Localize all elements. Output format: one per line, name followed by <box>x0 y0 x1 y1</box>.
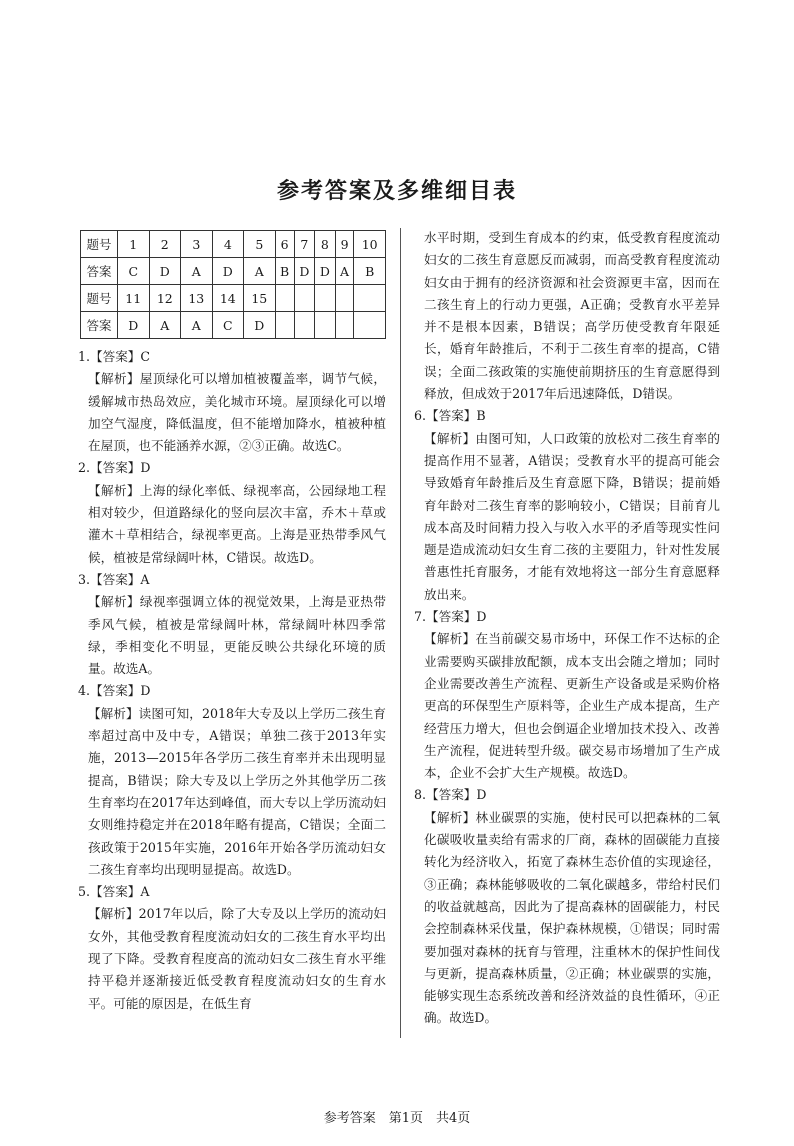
table-row <box>81 258 386 285</box>
left-column <box>78 346 386 1015</box>
table-cell: D <box>149 258 181 285</box>
table-cell: A <box>335 258 354 285</box>
table-header-cell: 答案 <box>81 258 118 285</box>
table-cell: 6 <box>275 231 294 258</box>
explanation-paragraph: 【解析】林业碳票的实施，使村民可以把森林的二氧化碳吸收量卖给有需求的厂商，森林的固碳能力直接转化为经济收入，拓宽了森林生态价值的实现途径，③正确；森林能够吸收的二氧化碳越多，带给村民们的收益就越高，因此为了提高森林的固碳能力，村民会控制森林采伐量，保护森林规模，①错误；同时需要加强对森林的抚育与管理，注重林木的保护性间伐与更新，提高森林质量，②正确；林业碳票的实施，能够实现生态系统改善和经济效益的良性循环，④正确。故选D。 <box>424 809 720 1026</box>
column-divider <box>400 228 401 1038</box>
table-cell <box>354 285 386 312</box>
table-cell: D <box>118 312 150 339</box>
table-cell <box>354 312 386 339</box>
table-cell <box>315 312 336 339</box>
explanation-paragraph: 【解析】上海的绿化率低、绿视率高，公园绿地工程相对较少，但道路绿化的竖向层次丰富，乔木＋草或灌木＋草相结合，绿视率更高。上海是亚热带季风气候，植被是常绿阔叶林，C错误。故选D。 <box>88 482 386 565</box>
answer-heading: 4.【答案】D <box>78 683 151 699</box>
right-column <box>414 227 720 1030</box>
table-cell <box>275 312 294 339</box>
table-cell: D <box>244 312 276 339</box>
explanation-paragraph: 【解析】读图可知，2018年大专及以上学历二孩生育率超过高中及中专，A错误；单独二孩于2013年实施，2013—2015年各学历二孩生育率并未出现明显提高，B错误；除大专及以上学历之外其他学历二孩生育率均在2017年达到峰值，而大专以上学历流动妇女则维持稳定并在2018年略有提高，C错误；全面二孩政策于2015年实施，2016年开始各学历流动妇女二孩生育率均出现明显提高。故选D。 <box>88 705 386 877</box>
table-row <box>81 285 386 312</box>
answer-table <box>80 230 386 339</box>
explanation-paragraph: 【解析】在当前碳交易市场中，环保工作不达标的企业需要购买碳排放配额，成本支出会随之增加；同时企业需要改善生产流程、更新生产设备或是采购价格更高的环保型生产原料等，企业生产成本提高，生产经营压力增大，但也会倒逼企业增加技术投入、改善生产流程，促进转型升级。碳交易市场增加了生产成本，企业不会扩大生产规模。故选D。 <box>424 631 720 781</box>
table-row <box>81 231 386 258</box>
explanation-paragraph: 【解析】绿视率强调立体的视觉效果，上海是亚热带季风气候，植被是常绿阔叶林，常绿阔叶林四季常绿，季相变化不明显，更能反映公共绿化环境的质量。故选A。 <box>88 594 386 677</box>
table-cell: 7 <box>294 231 315 258</box>
table-cell: 3 <box>181 231 213 258</box>
table-cell: A <box>181 258 213 285</box>
table-cell: 1 <box>118 231 150 258</box>
table-cell: 12 <box>149 285 181 312</box>
table-cell: D <box>212 258 244 285</box>
table-row <box>81 312 386 339</box>
table-cell: 4 <box>212 231 244 258</box>
answer-heading: 8.【答案】D <box>414 787 487 803</box>
table-cell: C <box>118 258 150 285</box>
page-footer: 参考答案 第1页 共4页 <box>323 1111 471 1126</box>
table-cell: 8 <box>315 231 336 258</box>
explanation-paragraph: 【解析】由图可知，人口政策的放松对二孩生育率的提高作用不显著，A错误；受教育水平的提高可能会导致婚育年龄推后及生育意愿下降，B错误；提前婚育年龄对二孩生育率的影响较小，C错误；目前育儿成本高及时间精力投入与收入水平的矛盾等现实性问题是造成流动妇女生育二孩的主要阻力，针对性发展普惠性托育服务，才能有效地将这一部分生育意愿释放出来。 <box>424 430 720 602</box>
table-cell: A <box>181 312 213 339</box>
answer-heading: 5.【答案】A <box>78 884 150 900</box>
table-cell: 10 <box>354 231 386 258</box>
table-cell: 15 <box>244 285 276 312</box>
table-cell: 9 <box>335 231 354 258</box>
table-cell: 13 <box>181 285 213 312</box>
explanation-paragraph: 水平时期，受到生育成本的约束，低受教育程度流动妇女的二孩生育意愿反而减弱，而高受教育程度流动妇女由于拥有的经济资源和社会资源更丰富，因而在二孩生育上的行动力更强，A正确；受教育水平差异并不是根本因素，B错误；高学历使受教育年限延长，婚育年龄推后，不利于二孩生育率的提高，C错误；全面二孩政策的实施使前期挤压的生育意愿得到释放，但成效于2017年后迅速降低，D错误。 <box>424 230 720 402</box>
table-cell <box>294 312 315 339</box>
table-cell: C <box>212 312 244 339</box>
answer-heading: 6.【答案】B <box>414 408 486 424</box>
table-header-cell: 答案 <box>81 312 118 339</box>
table-cell: 14 <box>212 285 244 312</box>
page-title: 参考答案及多维细目表 <box>276 179 517 204</box>
table-cell <box>275 285 294 312</box>
table-header-cell: 题号 <box>81 285 118 312</box>
table-cell: 2 <box>149 231 181 258</box>
answer-heading: 3.【答案】A <box>78 571 150 587</box>
table-cell: 5 <box>244 231 276 258</box>
table-cell: D <box>294 258 315 285</box>
explanation-paragraph: 【解析】屋顶绿化可以增加植被覆盖率，调节气候，缓解城市热岛效应，美化城市环境。屋顶绿化可以增加空气湿度，降低温度，但不能增加降水，植被种植在屋顶，也不能涵养水源，②③正确。故选C。 <box>88 371 386 454</box>
answer-heading: 2.【答案】D <box>78 460 151 476</box>
table-cell: B <box>275 258 294 285</box>
table-cell <box>294 285 315 312</box>
table-cell: 11 <box>118 285 150 312</box>
table-cell <box>315 285 336 312</box>
answer-heading: 7.【答案】D <box>414 609 487 625</box>
table-cell: A <box>149 312 181 339</box>
explanation-paragraph: 【解析】2017年以后，除了大专及以上学历的流动妇女外，其他受教育程度流动妇女的二孩生育水平均出现了下降。受教育程度高的流动妇女二孩生育水平维持平稳并逐渐接近低受教育程度流动妇女的生育水平。可能的原因是，在低生育 <box>88 906 386 1011</box>
table-cell <box>335 312 354 339</box>
table-cell: A <box>244 258 276 285</box>
table-cell <box>335 285 354 312</box>
table-cell: D <box>315 258 336 285</box>
table-header-cell: 题号 <box>81 231 118 258</box>
table-cell: B <box>354 258 386 285</box>
answer-heading: 1.【答案】C <box>78 349 151 364</box>
